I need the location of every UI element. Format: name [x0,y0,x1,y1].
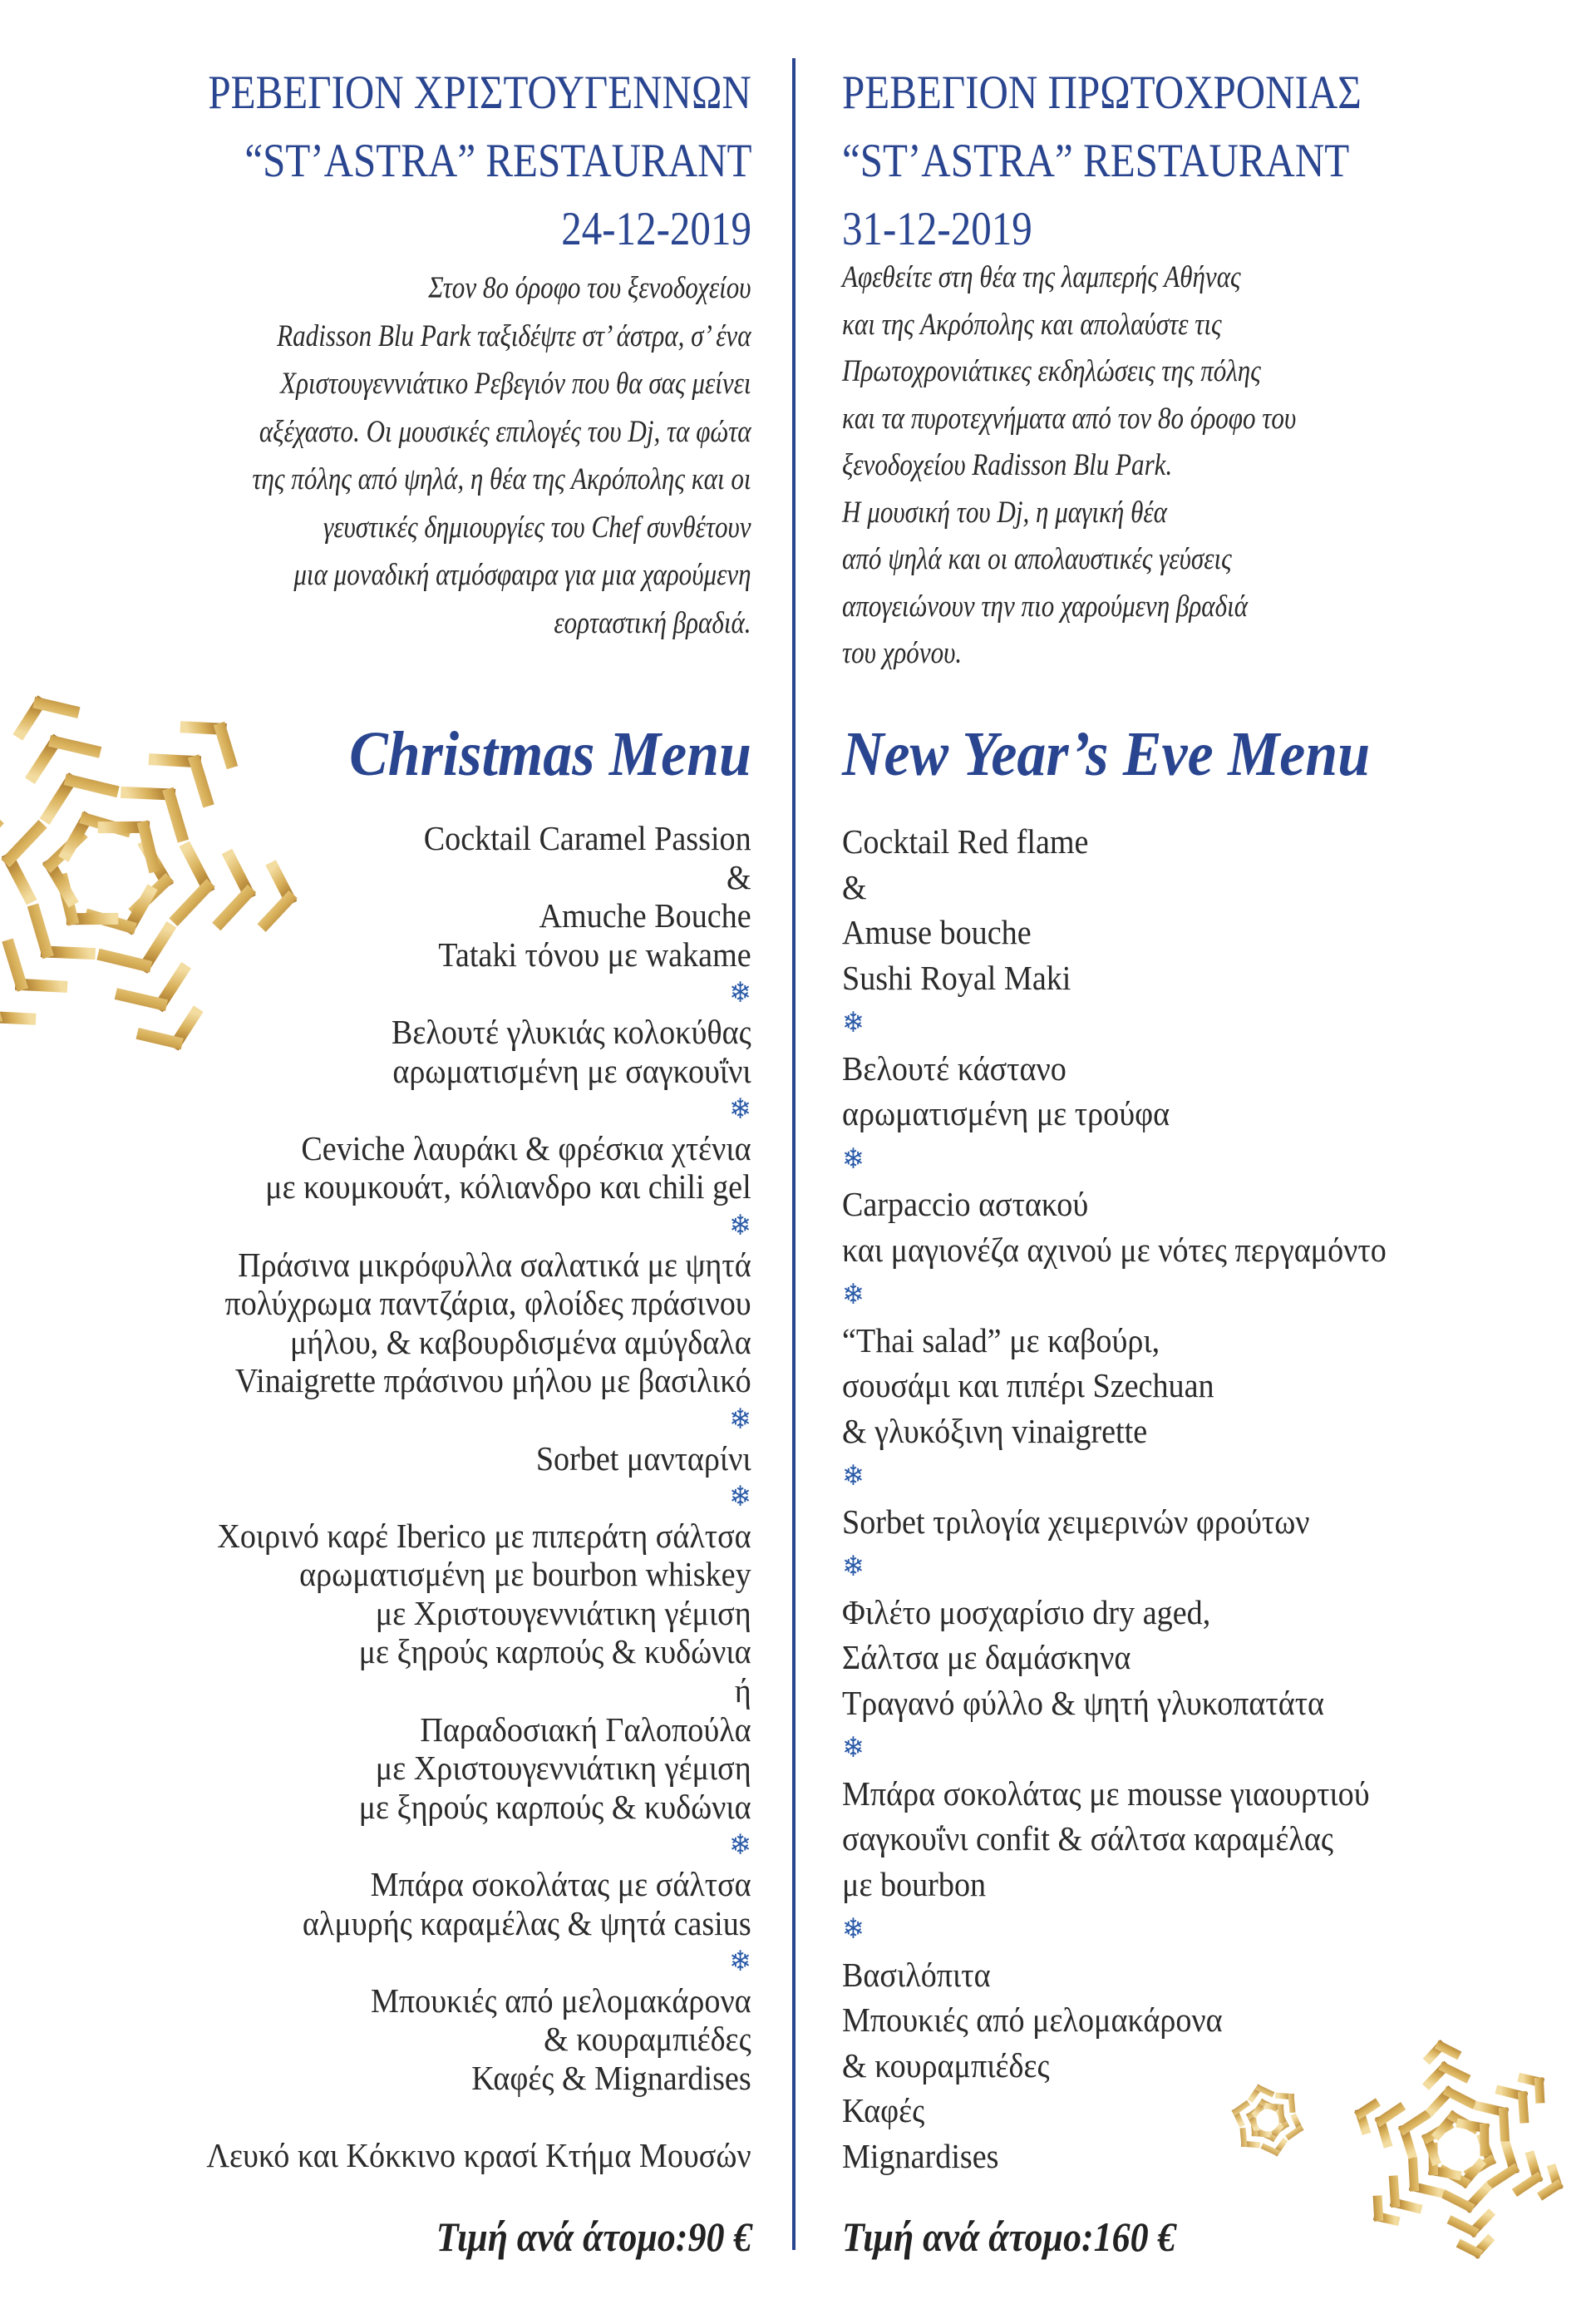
menu-item-line: “Thai salad” με καβούρι, [842,1320,1160,1359]
menu-item-line: Πράσινα μικρόφυλλα σαλατικά με ψητά [238,1245,751,1284]
menu-item-line: & κουραμπιέδες [842,2045,1050,2085]
intro-line: εορταστική βραδιά. [554,605,751,640]
menu-item-line: Amuse bouche [842,913,1032,951]
menu-item-line: αρωματισμένη με σαγκουΐνι [392,1051,751,1090]
menu-item-line: & [727,857,751,896]
menu-item-line: Mignardises [842,2136,999,2175]
menu-item-line: Sorbet μανταρίνι [536,1438,751,1478]
intro-line: ξενοδοχείου Radisson Blu Park. [842,448,1173,482]
menu-item-line: Βελουτέ κάστανο [842,1048,1066,1088]
snowflake-separator-icon: ❄ [729,1480,751,1514]
menu-item-line: Μπουκιές από μελομακάρονα [371,1981,751,2020]
snowflake-separator-icon: ❄ [842,1278,864,1311]
intro-line: και τα πυροτεχνήματα από τον 8ο όροφο του [842,401,1297,436]
menu-item-line: Μπουκιές από μελομακάρονα [842,2001,1223,2039]
newyear-header-title: ΡΕΒΕΓΙΟΝ ΠΡΩΤΟΧΡΟΝΙΑΣ [842,67,1362,119]
intro-line: και της Ακρόπολης και απολαύστε τις [842,307,1222,342]
menu-item-line: ή [735,1671,751,1710]
snowflake-separator-icon: ❄ [842,1142,864,1176]
menu-item-line: & [842,867,867,906]
snowflake-separator-icon: ❄ [842,1006,864,1039]
newyear-menu-items [842,819,1387,2178]
snowflake-separator-icon: ❄ [729,1402,751,1436]
newyear-menu-title: New Year’s Eve Menu [842,719,1371,789]
snowflake-separator-icon: ❄ [729,1945,751,1979]
intro-line: απογειώνουν την πιο χαρούμενη βραδιά [842,589,1249,624]
snowflake-separator-icon: ❄ [842,1912,864,1946]
christmas-header-restaurant: “ST’ASTRA” RESTAURANT [244,135,751,187]
menu-item-line: με κουμκουάτ, κόλιανδρο και chili gel [265,1167,751,1206]
menu-item-line: αρωματισμένη με τρούφα [842,1094,1170,1132]
menu-item-line: και μαγιονέζα αχινού με νότες περγαμόντο [842,1230,1387,1269]
menu-item-line: Μπάρα σοκολάτας με σάλτσα [371,1865,751,1904]
menu-item-line: Amuche Bouche [539,896,751,935]
christmas-header-date: 24-12-2019 [561,203,751,255]
newyear-price: Τιμή ανά άτομο:160 € [842,2213,1176,2260]
intro-line: από ψηλά και οι απολαυστικές γεύσεις [842,542,1232,576]
menu-item-line: Βελουτέ γλυκιάς κολοκύθας [392,1012,751,1051]
snowflake-separator-icon: ❄ [729,1093,751,1127]
intro-line: Στον 8ο όροφο του ξενοδοχείου [428,271,751,305]
christmas-menu-title: Christmas Menu [349,719,751,789]
intro-line: γευστικές δημιουργίες του Chef συνθέτουν [323,510,751,545]
christmas-price: Τιμή ανά άτομο:90 € [436,2213,751,2260]
intro-line: της πόλης από ψηλά, η θέα της Ακρόπολης και οι [252,462,751,496]
intro-line: μια μοναδική ατμόσφαιρα για μια χαρούμενη [293,558,752,592]
intro-line: Χριστουγεννιάτικο Ρεβεγιόν που θα σας μείνει [280,367,751,401]
newyear-header-date: 31-12-2019 [842,203,1032,255]
intro-line: Πρωτοχρονιάτικες εκδηλώσεις της πόλης [842,354,1261,388]
menu-item-line: Vinaigrette πράσινου μήλου με βασιλικό [235,1361,751,1400]
menu-item-line: & γλυκόξινη vinaigrette [842,1411,1148,1450]
intro-line: Αφεθείτε στη θέα της λαμπερής Αθήνας [842,260,1241,294]
menu-item-line: πολύχρωμα παντζάρια, φλοίδες πράσινου [224,1284,751,1323]
snowflake-separator-icon: ❄ [842,1459,864,1493]
menu-item-line: με Χριστουγεννιάτικη γέμιση [376,1593,751,1632]
snowflake-separator-icon: ❄ [729,1208,751,1242]
menu-item-line: Ceviche λαυράκι & φρέσκια χτένια [301,1128,751,1167]
menu-item-line: Sorbet τριλογία χειμερινών φρούτων [842,1502,1310,1541]
spacer [207,2098,751,2136]
menu-item-line: με bourbon [842,1864,987,1903]
menu-item-line: Sushi Royal Maki [842,958,1071,997]
christmas-intro [253,264,751,647]
newyear-intro [842,254,1296,678]
menu-item-line: με ξηρούς καρπούς & κυδώνια [358,1632,751,1671]
column-divider [792,58,796,2250]
menu-item-line: Χοιρινό καρέ Iberico με πιπεράτη σάλτσα [217,1516,751,1555]
menu-item-line: σουσάμι και πιπέρι Szechuan [842,1366,1214,1404]
menu-item-line: & κουραμπιέδες [544,2020,751,2059]
menu-item-line: Μπάρα σοκολάτας με mousse γιαουρτιού [842,1774,1370,1813]
menu-item-line: Καφές & Mignardises [471,2059,751,2097]
menu-item-line: μήλου, & καβουρδισμένα αμύγδαλα [290,1322,751,1361]
menu-item-line: Βασιλόπιτα [842,1955,991,1994]
menu-item-line: Σάλτσα με δαμάσκηνα [842,1638,1131,1676]
newyear-header-restaurant: “ST’ASTRA” RESTAURANT [842,135,1350,187]
intro-line: Radisson Blu Park ταξιδέψτε στ’ άστρα, σ’ ένα [277,318,751,353]
intro-line: Η μουσική του Dj, η μαγική θέα [842,495,1167,530]
menu-item-line: σαγκουΐνι confit & σάλτσα καραμέλας [842,1819,1333,1858]
snowflake-separator-icon: ❄ [842,1731,864,1764]
menu-item-line: Tataki τόνου με wakame [438,935,751,974]
snowflake-separator-icon: ❄ [729,976,751,1010]
menu-item-line: Λευκό και Κόκκινο κρασί Κτήμα Μουσών [206,2135,751,2174]
menu-item-line: Τραγανό φύλλο & ψητή γλυκοπατάτα [842,1683,1325,1722]
menu-item-line: Παραδοσιακή Γαλοπούλα [420,1710,751,1749]
menu-item-line: Καφές [842,2091,925,2129]
christmas-header-title: ΡΕΒΕΓΙΟΝ ΧΡΙΣΤΟΥΓΕΝΝΩΝ [208,67,751,119]
menu-item-line: αρωματισμένη με bourbon whiskey [299,1555,751,1594]
menu-item-line: Cocktail Caramel Passion [424,819,751,857]
christmas-menu-items [207,819,751,2174]
menu-item-line: αλμυρής καραμέλας & ψητά casius [303,1903,751,1942]
menu-item-line: με Χριστουγεννιάτικη γέμιση [376,1749,751,1788]
intro-line: του χρόνου. [842,636,963,670]
menu-item-line: Carpaccio αστακού [842,1185,1089,1223]
intro-line: αξέχαστο. Οι μουσικές επιλογές του Dj, τα φώτα [259,414,751,449]
snowflake-separator-icon: ❄ [729,1828,751,1863]
menu-item-line: Φιλέτο μοσχαρίσιο dry aged, [842,1592,1211,1631]
menu-item-line: Cocktail Red flame [842,822,1089,861]
snowflake-separator-icon: ❄ [842,1550,864,1583]
menu-item-line: με ξηρούς καρπούς & κυδώνια [358,1787,751,1826]
